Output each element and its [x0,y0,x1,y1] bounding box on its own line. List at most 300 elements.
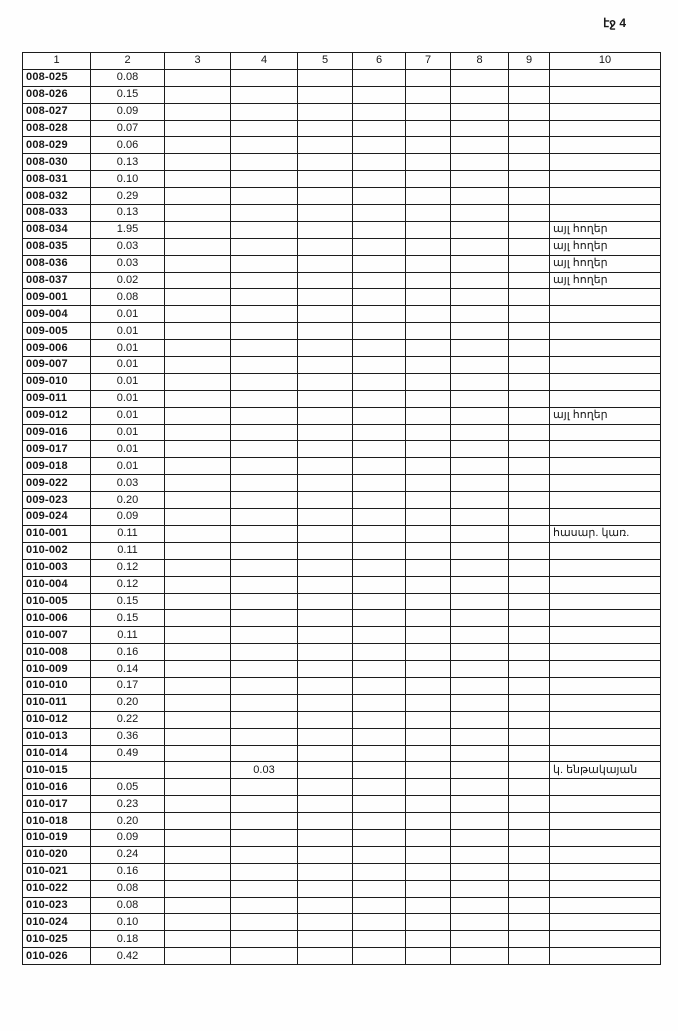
cell [165,289,231,306]
cell [509,272,550,289]
cell [298,171,353,188]
cell: 008-027 [23,103,91,120]
cell [550,373,661,390]
cell: 0.12 [91,576,165,593]
cell [298,492,353,509]
cell: 010-020 [23,846,91,863]
cell [298,407,353,424]
cell [165,610,231,627]
cell [353,137,406,154]
cell: 009-007 [23,357,91,374]
cell [406,373,451,390]
cell [550,69,661,86]
cell [451,255,509,272]
cell [406,69,451,86]
table-row [23,559,661,576]
cell [550,340,661,357]
cell [406,728,451,745]
cell [165,525,231,542]
cell: 0.09 [91,509,165,526]
column-header: 8 [451,53,509,70]
header-row [23,53,661,70]
cell [451,221,509,238]
cell: 0.15 [91,593,165,610]
cell [231,458,298,475]
cell [165,407,231,424]
table-row [23,238,661,255]
cell [231,813,298,830]
cell: 0.01 [91,357,165,374]
cell: 0.11 [91,627,165,644]
column-header: 5 [298,53,353,70]
cell: 010-006 [23,610,91,627]
table-row [23,221,661,238]
cell [231,846,298,863]
cell: 0.16 [91,644,165,661]
cell [509,829,550,846]
cell [298,424,353,441]
column-header: 3 [165,53,231,70]
cell: 010-024 [23,914,91,931]
cell [298,154,353,171]
cell [298,897,353,914]
table-row [23,390,661,407]
cell [353,255,406,272]
cell: հասար. կառ. [550,525,661,542]
cell [353,931,406,948]
cell [165,745,231,762]
table-row [23,610,661,627]
cell [353,69,406,86]
cell [550,542,661,559]
cell: 008-028 [23,120,91,137]
column-header: 10 [550,53,661,70]
table-row [23,694,661,711]
cell [353,745,406,762]
cell: 0.01 [91,407,165,424]
table-row [23,289,661,306]
cell [451,762,509,779]
cell [451,931,509,948]
cell [509,711,550,728]
cell [231,525,298,542]
cell [165,813,231,830]
cell [231,931,298,948]
cell: 010-025 [23,931,91,948]
cell: 0.20 [91,694,165,711]
cell [353,644,406,661]
cell [231,188,298,205]
cell [509,576,550,593]
cell [298,813,353,830]
table-row [23,424,661,441]
cell [231,238,298,255]
cell: 0.49 [91,745,165,762]
cell [509,813,550,830]
table-row [23,728,661,745]
cell [451,509,509,526]
cell: 009-001 [23,289,91,306]
cell [451,188,509,205]
cell [509,762,550,779]
cell [298,373,353,390]
cell [165,829,231,846]
cell [406,205,451,222]
cell: 0.05 [91,779,165,796]
cell [353,289,406,306]
cell [353,829,406,846]
cell [550,728,661,745]
cell [550,593,661,610]
cell [550,829,661,846]
cell [231,627,298,644]
cell: 010-014 [23,745,91,762]
cell [298,205,353,222]
cell [231,69,298,86]
cell: 0.17 [91,677,165,694]
cell: 0.03 [91,255,165,272]
cell [509,69,550,86]
cell: 009-023 [23,492,91,509]
cell [451,441,509,458]
cell [451,644,509,661]
cell [165,424,231,441]
data-table [22,52,661,965]
cell [451,120,509,137]
cell [451,340,509,357]
cell [509,373,550,390]
cell [406,509,451,526]
cell: 0.14 [91,661,165,678]
cell [509,880,550,897]
cell: 0.15 [91,610,165,627]
cell [406,711,451,728]
table-row [23,137,661,154]
table-row [23,441,661,458]
cell: այլ հողեր [550,407,661,424]
cell [165,728,231,745]
cell: 010-016 [23,779,91,796]
cell [231,661,298,678]
cell [298,509,353,526]
cell [298,475,353,492]
cell [451,205,509,222]
cell: 0.08 [91,289,165,306]
cell: 0.36 [91,728,165,745]
cell [451,424,509,441]
cell [231,205,298,222]
cell [451,289,509,306]
cell: 0.03 [91,238,165,255]
table-row [23,188,661,205]
cell [353,441,406,458]
cell: 0.03 [91,475,165,492]
cell [231,509,298,526]
cell [165,661,231,678]
cell [298,931,353,948]
cell [298,576,353,593]
cell [298,948,353,965]
cell [165,475,231,492]
cell [550,154,661,171]
cell [231,711,298,728]
cell [451,576,509,593]
cell [550,289,661,306]
cell: 008-032 [23,188,91,205]
table-row [23,796,661,813]
cell [165,576,231,593]
cell [298,559,353,576]
cell: 0.24 [91,846,165,863]
cell [509,627,550,644]
cell [509,120,550,137]
cell [406,576,451,593]
cell: 008-030 [23,154,91,171]
cell: 0.08 [91,897,165,914]
cell [550,677,661,694]
cell [353,610,406,627]
cell [406,779,451,796]
cell [231,559,298,576]
table-row [23,829,661,846]
cell [550,576,661,593]
cell: 009-024 [23,509,91,526]
cell [406,424,451,441]
cell [406,289,451,306]
table-row [23,154,661,171]
cell [550,171,661,188]
cell [406,846,451,863]
cell [165,627,231,644]
cell [298,103,353,120]
cell [231,86,298,103]
cell [451,137,509,154]
cell [509,407,550,424]
cell [231,424,298,441]
cell [353,796,406,813]
cell [353,542,406,559]
cell: 010-001 [23,525,91,542]
cell [165,542,231,559]
cell [298,188,353,205]
cell [451,373,509,390]
cell [353,576,406,593]
cell [165,593,231,610]
table-row [23,576,661,593]
cell [165,188,231,205]
cell: 008-037 [23,272,91,289]
cell [509,796,550,813]
cell: 010-008 [23,644,91,661]
cell [550,796,661,813]
cell [353,306,406,323]
cell: 0.13 [91,154,165,171]
cell [165,390,231,407]
cell [231,137,298,154]
cell [550,846,661,863]
cell: 0.01 [91,373,165,390]
cell [353,154,406,171]
cell [550,509,661,526]
page-number: էջ 4 [603,16,626,30]
cell [509,492,550,509]
cell [298,340,353,357]
cell [550,627,661,644]
cell: 0.01 [91,323,165,340]
cell: 0.10 [91,914,165,931]
cell [165,796,231,813]
cell [298,661,353,678]
cell [298,863,353,880]
cell: 009-017 [23,441,91,458]
cell [353,373,406,390]
cell: 010-015 [23,762,91,779]
cell [451,171,509,188]
cell [353,948,406,965]
cell [509,610,550,627]
cell: 010-007 [23,627,91,644]
cell: 0.15 [91,86,165,103]
cell [298,255,353,272]
cell: այլ հողեր [550,238,661,255]
cell [231,796,298,813]
cell [298,525,353,542]
cell: 008-026 [23,86,91,103]
cell [353,728,406,745]
cell: 008-031 [23,171,91,188]
cell [231,289,298,306]
table-row [23,171,661,188]
cell: 0.22 [91,711,165,728]
cell [509,171,550,188]
cell [231,829,298,846]
cell [406,492,451,509]
cell [231,914,298,931]
table-row [23,762,661,779]
cell [406,880,451,897]
cell [451,390,509,407]
cell [353,492,406,509]
cell [509,509,550,526]
cell [509,728,550,745]
cell [451,238,509,255]
cell: 0.13 [91,205,165,222]
cell [406,813,451,830]
cell: 010-021 [23,863,91,880]
cell: այլ հողեր [550,221,661,238]
cell [353,272,406,289]
cell: 0.03 [231,762,298,779]
cell [406,306,451,323]
cell [353,120,406,137]
cell [165,863,231,880]
cell: 010-009 [23,661,91,678]
cell [509,221,550,238]
table-row [23,813,661,830]
cell [298,644,353,661]
table-row [23,357,661,374]
cell: 0.02 [91,272,165,289]
cell [550,745,661,762]
cell [298,137,353,154]
cell [231,255,298,272]
cell [451,610,509,627]
table-row [23,509,661,526]
cell [231,880,298,897]
cell [451,492,509,509]
cell [550,306,661,323]
cell [509,475,550,492]
table-row [23,120,661,137]
cell: 008-029 [23,137,91,154]
cell [406,593,451,610]
cell [298,357,353,374]
cell [231,745,298,762]
cell [406,644,451,661]
cell [298,694,353,711]
cell [298,458,353,475]
cell [298,86,353,103]
cell [550,390,661,407]
cell [353,103,406,120]
cell [509,661,550,678]
cell [550,424,661,441]
cell [509,306,550,323]
table-row [23,745,661,762]
table-row [23,205,661,222]
cell: 0.01 [91,390,165,407]
cell: 009-018 [23,458,91,475]
cell [353,762,406,779]
cell: 0.09 [91,829,165,846]
cell [353,711,406,728]
cell [231,441,298,458]
cell [406,323,451,340]
cell: 0.08 [91,880,165,897]
cell [550,475,661,492]
cell [406,238,451,255]
cell [406,677,451,694]
table-row [23,69,661,86]
cell [165,373,231,390]
cell [406,441,451,458]
cell [165,914,231,931]
cell [298,272,353,289]
cell [231,694,298,711]
cell [550,357,661,374]
cell [451,103,509,120]
cell [231,576,298,593]
cell [509,441,550,458]
cell [406,948,451,965]
cell [165,205,231,222]
cell [406,154,451,171]
table-row [23,644,661,661]
cell [451,306,509,323]
cell [353,390,406,407]
table-row [23,627,661,644]
cell [353,779,406,796]
cell: 010-004 [23,576,91,593]
cell [165,458,231,475]
column-header: 2 [91,53,165,70]
cell [231,542,298,559]
cell [231,593,298,610]
cell [550,205,661,222]
cell [165,272,231,289]
cell [406,171,451,188]
cell [231,390,298,407]
